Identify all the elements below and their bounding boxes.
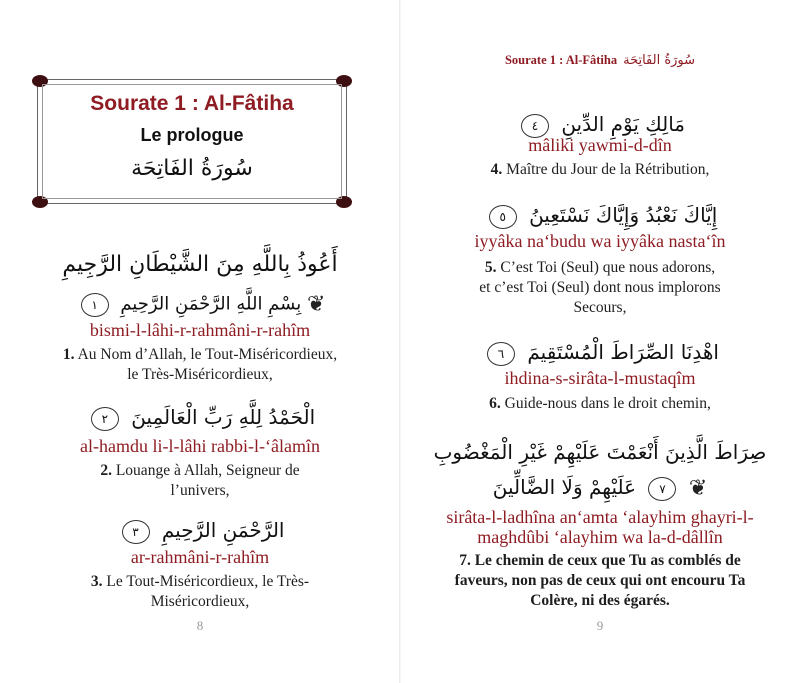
verse-number-marker: ٢ — [91, 407, 119, 431]
verse-3-arabic — [0, 518, 400, 544]
verse-7-arabic-line-1: صِرَاطَ الَّذِينَ أَنْعَمْتَ عَلَيْهِمْ غَيْرِ الْمَغْضُوبِ — [433, 440, 767, 464]
translation-line: Le Tout-Miséricordieux, le Très- — [106, 573, 310, 590]
translation-line: Secours, — [573, 299, 627, 316]
surah-subtitle: Le prologue — [140, 125, 244, 145]
verse-1-translation — [0, 345, 400, 385]
verse-7-transliteration-line-2: maghdûbi ‘alayhim wa la-d-dâllîn — [477, 527, 723, 547]
verse-number: 3. — [90, 573, 103, 590]
verse-arabic-text: اهْدِنَا الصِّرَاطَ الْمُسْتَقِيمَ — [527, 340, 719, 364]
running-head — [400, 53, 800, 68]
title-frame — [37, 79, 347, 204]
verse-6-arabic — [400, 340, 800, 366]
translation-line: Au Nom d’Allah, le Tout-Miséricordieux, — [77, 346, 338, 363]
translation-line: l’univers, — [170, 482, 230, 499]
verse-4-translation — [400, 160, 800, 180]
verse-number: 7. — [459, 552, 471, 569]
page-number: 8 — [196, 618, 204, 633]
frame-corner-ornament — [32, 196, 48, 208]
translation-line: Le chemin de ceux que Tu as comblés de — [474, 552, 741, 569]
verse-2-transliteration: al-hamdu li-l-lâhi rabbi-l-‘âlamîn — [80, 436, 320, 456]
verse-4-arabic — [400, 112, 800, 138]
page-number: 9 — [596, 618, 604, 633]
verse-arabic-text: إِيَّاكَ نَعْبُدُ وَإِيَّاكَ نَسْتَعِينُ — [529, 203, 718, 227]
translation-line: Maître du Jour de la Rétribution, — [506, 161, 710, 178]
verse-arabic-text: الرَّحْمَنِ الرَّحِيمِ — [161, 518, 285, 542]
verse-4-transliteration: mâliki yawmi-d-dîn — [528, 135, 672, 155]
verse-5-translation — [400, 258, 800, 318]
verse-number-marker: ٤ — [521, 114, 549, 138]
ornament-icon: ❦ — [306, 292, 326, 317]
verse-6-transliteration: ihdina-s-sirâta-l-mustaqîm — [504, 368, 696, 388]
translation-line: le Très-Miséricordieux, — [127, 366, 273, 383]
right-page — [400, 0, 800, 683]
surah-title: Sourate 1 : Al-Fâtiha — [90, 92, 294, 115]
translation-line: et c’est Toi (Seul) dont nous implorons — [479, 279, 721, 296]
translation-line: Guide-nous dans le droit chemin, — [504, 395, 711, 412]
translation-line: C’est Toi (Seul) que nous adorons, — [500, 259, 716, 276]
verse-3-translation — [0, 572, 400, 612]
verse-2-arabic — [0, 405, 400, 431]
verse-number: 4. — [490, 161, 503, 178]
verse-arabic-text: مَالِكِ يَوْمِ الدِّينِ — [561, 112, 686, 136]
verse-number: 5. — [484, 259, 497, 276]
frame-corner-ornament — [32, 75, 48, 87]
translation-line: Louange à Allah, Seigneur de — [115, 462, 300, 479]
verse-1-transliteration: bismi-l-lâhi-r-rahmâni-r-rahîm — [89, 320, 311, 340]
verse-number-marker: ٥ — [489, 205, 517, 229]
verse-number-marker: ٣ — [122, 520, 150, 544]
translation-line: faveurs, non pas de ceux qui ont encouru Ta — [454, 572, 746, 589]
isti-adha-arabic: أَعُوذُ بِاللَّهِ مِنَ الشَّيْطَانِ الرَّجِيمِ — [62, 252, 338, 277]
frame-corner-ornament — [336, 75, 352, 87]
verse-2-translation — [0, 461, 400, 501]
verse-5-transliteration: iyyâka na‘budu wa iyyâka nasta‘în — [474, 231, 726, 251]
verse-number-marker: ٦ — [487, 342, 515, 366]
surah-title-arabic: سُورَةُ الفَاتِحَة — [131, 156, 253, 181]
verse-arabic-text: بِسْمِ اللَّهِ الرَّحْمَنِ الرَّحِيمِ — [120, 293, 302, 315]
verse-number-marker: ١ — [81, 293, 109, 317]
verse-number: 2. — [100, 462, 112, 479]
verse-3-transliteration: ar-rahmâni-r-rahîm — [130, 547, 270, 567]
verse-arabic-text: عَلَيْهِمْ وَلَا الضَّالِّينَ — [492, 475, 637, 499]
verse-7-translation — [400, 551, 800, 611]
ornament-icon: ❦ — [688, 476, 708, 501]
running-head-title: Sourate 1 : Al-Fâtiha — [504, 53, 618, 67]
frame-corner-ornament — [336, 196, 352, 208]
translation-line: Colère, ni des égarés. — [530, 592, 670, 609]
translation-line: Miséricordieux, — [150, 593, 250, 610]
running-head-arabic: سُورَةُ الفَاتِحَة — [623, 53, 696, 68]
verse-number-marker: ٧ — [648, 477, 676, 501]
verse-6-translation — [400, 394, 800, 414]
verse-number: 1. — [62, 346, 75, 363]
verse-7-transliteration-line-1: sirâta-l-ladhîna an‘amta ‘alayhim ghayri-l- — [446, 507, 754, 527]
verse-7-arabic-line-2 — [400, 475, 800, 501]
verse-number: 6. — [489, 395, 501, 412]
verse-5-arabic — [400, 203, 800, 229]
verse-arabic-text: الْحَمْدُ لِلَّهِ رَبِّ الْعَالَمِينَ — [131, 405, 316, 429]
verse-1-arabic — [0, 292, 400, 317]
